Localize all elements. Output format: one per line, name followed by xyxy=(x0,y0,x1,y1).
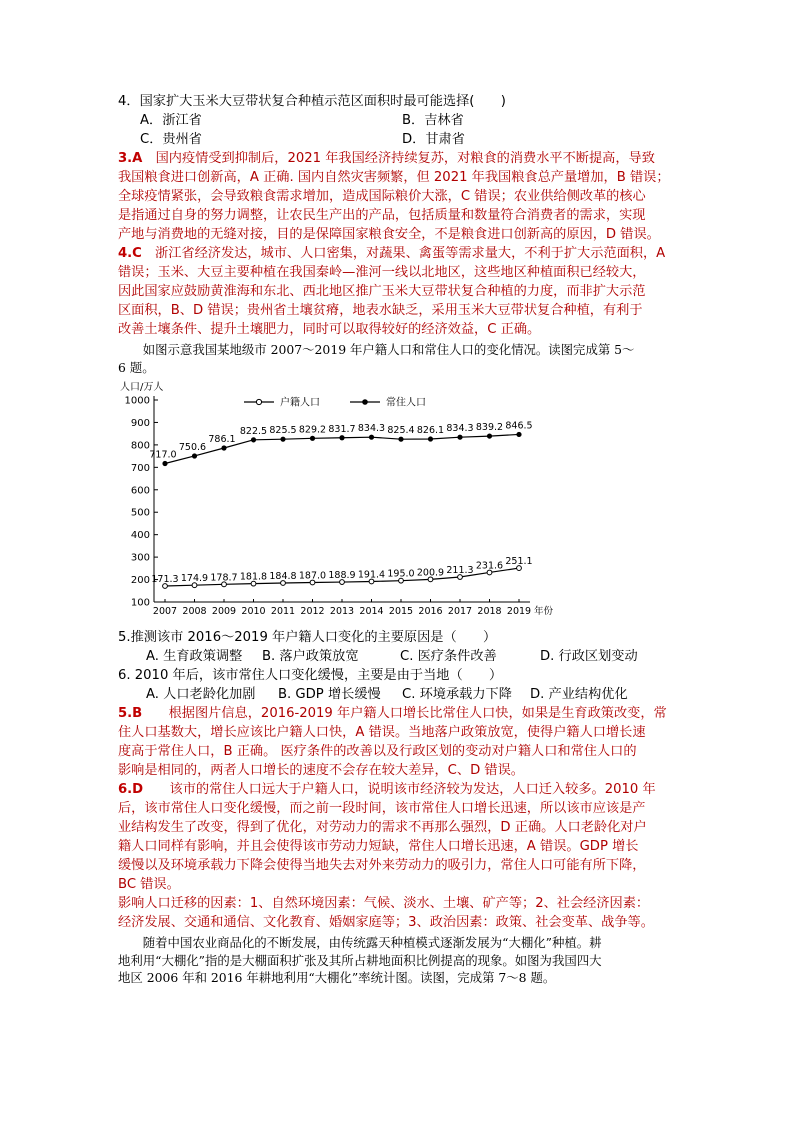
x-axis-label: 年份 xyxy=(534,606,554,617)
answer-5-line: 根据图片信息，2016-2019 年户籍人口增长比常住人口快，如果是生育政策改变，常 xyxy=(142,706,667,721)
y-tick-label: 200 xyxy=(130,575,150,587)
y-tick-label: 400 xyxy=(130,530,150,542)
answer-6 xyxy=(118,780,698,932)
x-tick-label: 2009 xyxy=(211,606,237,617)
answer-6-line: 业结构发生了改变，得到了优化，对劳动力的需求不再那么强烈，D 正确。人口老龄化对户 xyxy=(118,820,647,835)
x-tick-label: 2011 xyxy=(270,606,296,617)
x-tick-label: 2018 xyxy=(477,606,502,617)
data-label-hj: 195.0 xyxy=(387,568,415,580)
data-label-cz: 831.7 xyxy=(328,423,356,435)
q6-option-d: D. 产业结构优化 xyxy=(530,687,628,702)
data-point-cz xyxy=(221,445,226,450)
q4-options-row2 xyxy=(118,130,698,149)
y-axis-label: 人口/万人 xyxy=(120,382,164,393)
data-point-cz xyxy=(339,435,344,440)
data-label-cz: 717.0 xyxy=(149,449,177,461)
x-tick-label: 2015 xyxy=(388,606,414,617)
answer-6-line: 籍人口同样有影响，并且会使得该市劳动力短缺，常住人口增长迅速，A 错误。GDP 增长 xyxy=(118,839,639,854)
data-label-hj: 188.9 xyxy=(328,570,356,582)
y-tick-label: 900 xyxy=(130,417,150,429)
data-label-cz: 825.5 xyxy=(269,425,297,437)
data-point-cz xyxy=(487,433,492,438)
answer-4-label: 4.C xyxy=(118,246,142,261)
data-label-cz: 825.4 xyxy=(387,425,415,437)
answer-5-label: 5.B xyxy=(118,706,143,721)
answer-4-line: 改善土壤条件、提升土壤肥力，同时可以取得较好的经济效益，C 正确。 xyxy=(118,322,541,337)
answer-6-line: BC 错误。 xyxy=(118,877,180,892)
intro-7-8: 地利用“大棚化”指的是大棚面积扩张及其所占耕地面积比例提高的现象。如图为我国四大 xyxy=(118,952,602,968)
data-point-cz xyxy=(280,437,285,442)
q5-option-d: D. 行政区划变动 xyxy=(540,649,638,664)
q5-option-c: C. 医疗条件改善 xyxy=(400,649,497,664)
x-tick-label: 2007 xyxy=(152,606,178,617)
legend-label-hj: 户籍人口 xyxy=(280,397,320,409)
q6-option-a: A. 人口老龄化加剧 xyxy=(146,687,256,702)
x-tick-label: 2017 xyxy=(447,606,473,617)
data-label-hj: 191.4 xyxy=(357,569,386,581)
q4-option-b: B．吉林省 xyxy=(402,113,464,128)
data-point-cz xyxy=(398,437,403,442)
y-tick-label: 800 xyxy=(130,440,150,452)
intro-7-8: 随着中国农业商品化的不断发展，由传统露天种植模式逐渐发展为“大棚化”种植。耕 xyxy=(118,935,602,950)
data-label-cz: 839.2 xyxy=(475,422,504,434)
data-point-cz xyxy=(251,437,256,442)
x-tick-label: 2014 xyxy=(359,606,384,617)
answer-6-line: 后，该市常住人口变化缓慢，而之前一段时间，该市常住人口增长迅速，所以该市应该是产 xyxy=(118,801,646,816)
answer-3-line: 产地与消费地的无缝对接，目的是保障国家粮食安全，不是粮食进口创新高的原因，D 错误。 xyxy=(118,227,660,242)
data-label-hj: 251.1 xyxy=(505,556,533,568)
answer-6-line: 影响人口迁移的因素：1、自然环境因素：气候、淡水、土壤、矿产等；2、社会经济因素： xyxy=(118,896,650,911)
q5-option-a: A. 生育政策调整 xyxy=(146,649,243,664)
q6-stem: 6. 2010 年后，该市常住人口变化缓慢，主要是由于当地（ ） xyxy=(118,668,503,683)
answer-6-label: 6.D xyxy=(118,782,144,797)
data-label-cz: 750.6 xyxy=(178,441,207,453)
data-point-cz xyxy=(516,432,521,437)
data-label-cz: 822.5 xyxy=(239,425,268,437)
data-point-cz xyxy=(369,435,374,440)
data-label-hj: 231.6 xyxy=(475,560,504,572)
answer-3-label: 3.A xyxy=(118,151,143,166)
answer-3-line: 我国粮食进口创新高，A 正确. 国内自然灾害频繁，但 2021 年我国粮食总产量增加，B 错误； xyxy=(118,170,670,185)
intro-5-6: 6 题。 xyxy=(118,359,155,375)
data-point-cz xyxy=(192,453,197,458)
y-tick-label: 300 xyxy=(130,552,150,564)
q6-option-c: C. 环境承载力下降 xyxy=(402,687,512,702)
data-label-hj: 181.8 xyxy=(239,571,268,583)
x-tick-label: 2012 xyxy=(300,606,325,617)
y-tick-label: 500 xyxy=(130,507,150,519)
data-point-cz xyxy=(310,436,315,441)
x-tick-label: 2016 xyxy=(418,606,443,617)
answer-6-line: 该市的常住人口远大于户籍人口，说明该市经济较为发达，人口迁入较多。2010 年 xyxy=(143,782,656,797)
q4-option-c: C．贵州省 xyxy=(140,132,202,147)
q5-options xyxy=(118,647,698,666)
data-label-cz: 786.1 xyxy=(208,434,236,446)
answer-3-line: 国内疫情受到抑制后，2021 年我国经济持续复苏，对粮食的消费水平不断提高，导致 xyxy=(142,151,655,166)
y-tick-label: 100 xyxy=(130,597,150,609)
q5-option-b: B. 落户政策放宽 xyxy=(262,649,359,664)
data-label-hj: 187.0 xyxy=(298,570,327,582)
answer-6-line: 缓慢以及环境承载力下降会使得当地失去对外来劳动力的吸引力，常住人口可能有所下降， xyxy=(118,858,646,873)
data-point-cz xyxy=(162,461,167,466)
data-label-cz: 834.3 xyxy=(357,423,386,435)
x-tick-label: 2019 xyxy=(506,606,532,617)
y-tick-label: 1000 xyxy=(124,395,150,407)
data-label-cz: 826.1 xyxy=(416,425,445,437)
data-label-cz: 829.2 xyxy=(298,424,327,436)
q4-options-row1 xyxy=(118,111,698,130)
answer-3 xyxy=(118,149,698,244)
population-line-chart xyxy=(118,378,698,624)
x-tick-label: 2013 xyxy=(329,606,355,617)
legend-label-cz: 常住人口 xyxy=(386,397,426,409)
population-chart xyxy=(118,378,698,624)
answer-4 xyxy=(118,244,698,339)
x-tick-label: 2010 xyxy=(241,606,266,617)
data-point-cz xyxy=(457,435,462,440)
legend-marker-hj xyxy=(256,399,261,404)
answer-4-line: 因此国家应鼓励黄淮海和东北、西北地区推广玉米大豆带状复合种植的力度，而非扩大示范 xyxy=(118,284,646,299)
answer-5-line: 度高于常住人口，B 正确。 医疗条件的改善以及行政区划的变动对户籍人口和常住人口的 xyxy=(118,744,637,759)
q4-option-d: D．甘肃省 xyxy=(402,132,465,147)
x-tick-label: 2008 xyxy=(182,606,207,617)
answer-4-line: 区面积，B、D 错误；贵州省土壤贫瘠，地表水缺乏，采用玉米大豆带状复合种植，有利于 xyxy=(118,303,643,318)
answer-6-line: 经济发展、交通和通信、文化教育、婚姻家庭等；3、政治因素：政策、社会变革、战争等。 xyxy=(118,915,654,930)
q4-stem: 4．国家扩大玉米大豆带状复合种植示范区面积时最可能选择( ) xyxy=(118,94,506,109)
answer-4-line: 错误；玉米、大豆主要种植在我国秦岭—淮河一线以北地区，这些地区种植面积已经较大， xyxy=(118,265,646,280)
y-tick-label: 600 xyxy=(130,485,150,497)
answer-5-line: 住人口基数大，增长应该比户籍人口快，A 错误。当地落户政策放宽，使得户籍人口增长速 xyxy=(118,725,646,740)
data-label-cz: 846.5 xyxy=(505,420,533,432)
answer-5 xyxy=(118,704,698,780)
legend-marker-cz xyxy=(362,399,368,405)
intro-7-8: 地区 2006 年和 2016 年耕地利用“大棚化”率统计图。读图，完成第 7～8 题。 xyxy=(118,970,556,985)
answer-3-line: 是指通过自身的努力调整，让农民生产出的产品，包括质量和数量符合消费者的需求，实现 xyxy=(118,208,646,223)
data-label-hj: 184.8 xyxy=(269,570,297,582)
data-point-cz xyxy=(428,436,433,441)
y-tick-label: 700 xyxy=(130,462,150,474)
q6-option-b: B. GDP 增长缓慢 xyxy=(278,687,381,702)
data-label-hj: 178.7 xyxy=(210,572,238,584)
q6-options xyxy=(118,685,698,704)
data-label-cz: 834.3 xyxy=(446,423,474,435)
q5-stem: 5.推测该市 2016～2019 年户籍人口变化的主要原因是（ ） xyxy=(118,630,497,645)
intro-5-6: 如图示意我国某地级市 2007～2019 年户籍人口和常住人口的变化情况。读图完成第 5～ xyxy=(118,342,635,357)
data-label-hj: 211.3 xyxy=(446,565,474,577)
exam-page xyxy=(118,92,698,987)
q4-option-a: A．浙江省 xyxy=(140,113,202,128)
answer-5-line: 影响是相同的，两者人口增长的速度不会存在较大差异，C、D 错误。 xyxy=(118,763,524,778)
answer-3-line: 全球疫情紧张，会导致粮食需求增加，造成国际粮价大涨，C 错误；农业供给侧改革的核心 xyxy=(118,189,646,204)
data-label-hj: 171.3 xyxy=(151,573,179,585)
data-label-hj: 174.9 xyxy=(180,573,209,585)
data-label-hj: 200.9 xyxy=(416,567,445,579)
answer-4-line: 浙江省经济发达，城市、人口密集，对蔬果、禽蛋等需求量大，不利于扩大示范面积，A xyxy=(141,246,666,261)
